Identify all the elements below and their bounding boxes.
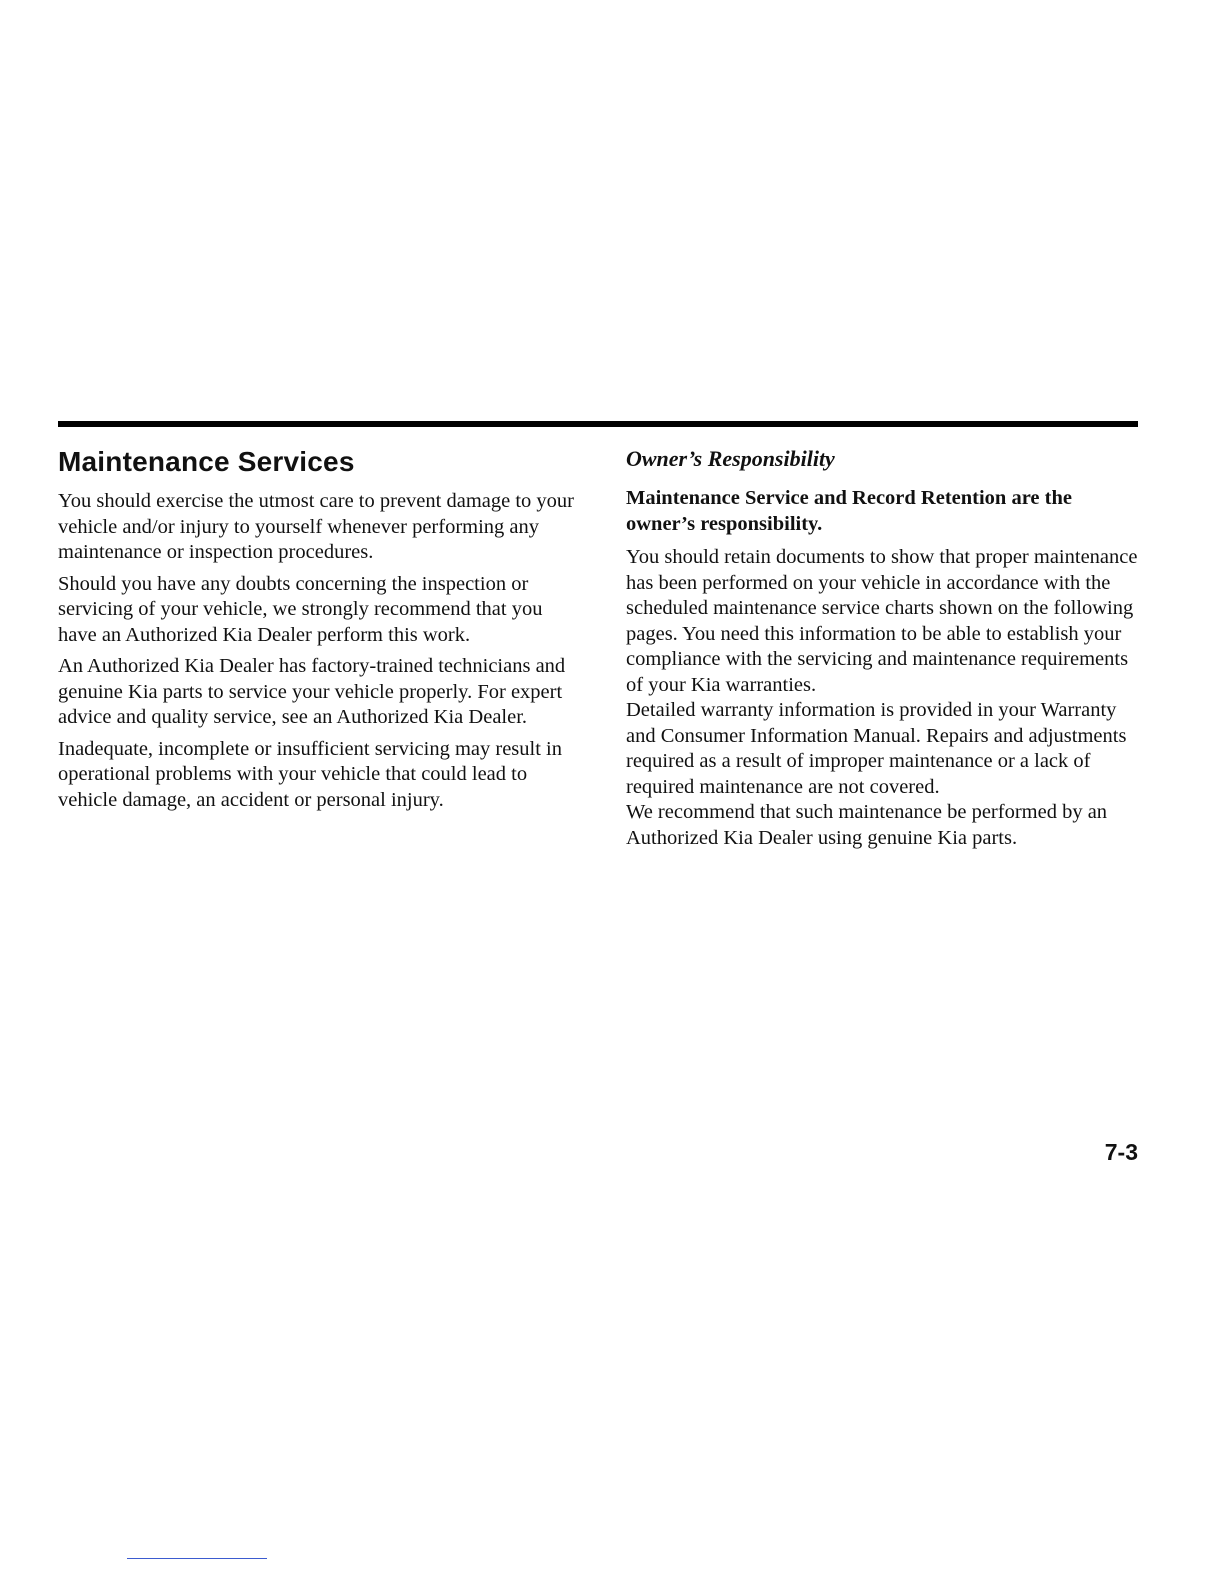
paragraph-retain-documents: You should retain documents to show that proper maintenance has been performed on your vehicle in accordance with the scheduled maintenance service charts shown on the following pages. You need this information to be able to establish your compliance with the servicing and maintenance requirements of your Kia warranties. <box>626 546 1138 696</box>
footer-underline <box>127 1558 267 1559</box>
paragraph-inadequate: Inadequate, incomplete or insufficient servicing may result in operational problems with your vehicle that could lead to vehicle damage, an accident or personal injury. <box>58 737 562 811</box>
paragraph-doubts: Should you have any doubts concerning the inspection or servicing of your vehicle, we strongly recommend that you have an Authorized Kia Dealer perform this work. <box>58 572 543 646</box>
subsection-title: Owner’s Responsibility <box>626 446 835 471</box>
page-number: 7-3 <box>1104 1139 1138 1165</box>
paragraph-dealer: An Authorized Kia Dealer has factory-trained technicians and genuine Kia parts to service your vehicle properly. For expert advice and quality service, see an Authorized Kia Dealer. <box>58 655 566 728</box>
section-title: Maintenance Services <box>58 446 355 477</box>
section-top-rule <box>58 421 1138 427</box>
paragraph-care: You should exercise the utmost care to prevent damage to your vehicle and/or injury to yourself whenever performing any maintenance or inspection procedures. <box>58 490 574 563</box>
left-column <box>58 440 578 819</box>
paragraph-recommend: We recommend that such maintenance be performed by an Authorized Kia Dealer using genuine Kia parts. <box>626 801 1108 849</box>
paragraph-warranty-info: Detailed warranty information is provided in your Warranty and Consumer Information Manual. Repairs and adjustments required as a result of improper maintenance or a lack of required maintenance are not covered. <box>626 699 1127 798</box>
responsibility-lead: Maintenance Service and Record Retention are the owner’s responsibility. <box>626 487 1072 535</box>
right-column <box>626 440 1138 851</box>
